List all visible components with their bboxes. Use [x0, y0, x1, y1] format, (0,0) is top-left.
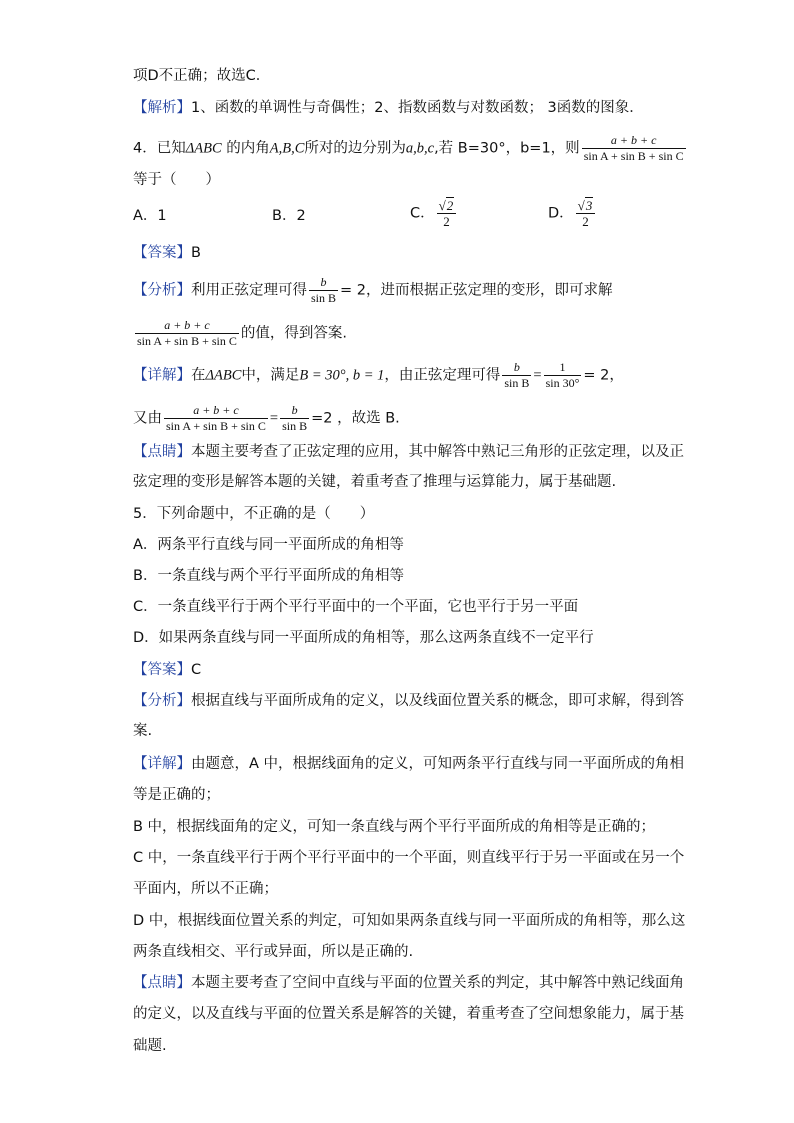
text-line: 案.	[133, 723, 153, 739]
detail-line: 【详解】由题意，A 中，根据线面角的定义，可知两条平行直线与同一平面所成的角相	[133, 756, 685, 772]
text-line: 等是正确的；	[133, 787, 220, 803]
section-tag: 【点睛】	[133, 975, 191, 991]
text-line: B 中，根据线面角的定义，可知一条直线与两个平行平面所成的角相等是正确的；	[133, 819, 656, 835]
text-line: D 中，根据线面位置关系的判定，可知如果两条直线与同一平面所成的角相等，那么这	[133, 913, 686, 929]
analysis-line: 【分析】利用正弦定理可得 $\frac{b}{\text{sin B}}$ = 2，进而根据正弦定理的变形，即可求解	[133, 275, 613, 305]
fraction: $\frac{1}{\sin 30^\circ}$	[545, 360, 580, 390]
text-line: 【解析】1、函数的单调性与奇偶性；2、指数函数与对数函数； 3函数的图象．	[133, 100, 644, 116]
detail-line: 【详解】在ΔABC中，满足B = 30°, b = 1，由正弦定理可得 $\frac{b}{\text{sin B}}$ = $\frac{1}{\sin 30^\circ}$ = 2，	[133, 360, 624, 390]
text-line: 础题.	[133, 1038, 167, 1054]
fraction: $\frac{a + b + c}{\text{sin A + sin B + sin C}}$	[583, 133, 684, 163]
fraction: $\frac{a + b + c}{\text{sin A + sin B + sin C}}$	[166, 403, 266, 433]
analysis-line: 【分析】根据直线与平面所成角的定义，以及线面位置关系的概念，即可求解，得到答	[133, 693, 684, 709]
section-tag: 【解析】	[133, 100, 191, 116]
text-line: 等于（ ）	[133, 172, 220, 188]
answer-line: 【答案】B	[133, 245, 201, 261]
section-tag: 【答案】	[133, 662, 191, 678]
fraction: $\frac{b}{\text{sin B}}$	[311, 275, 337, 305]
option-c: C． $\frac{√2}{2}$	[410, 198, 458, 229]
text-line: C 中，一条直线平行于两个平行平面中的一个平面，则直线平行于另一平面或在另一个	[133, 850, 685, 866]
option-b: B．2	[272, 208, 306, 224]
option-b: B．一条直线与两个平行平面所成的角相等	[133, 568, 404, 584]
fraction: $\frac{b}{\text{sin B}}$	[504, 360, 530, 390]
point-line: 【点睛】本题主要考查了空间中直线与平面的位置关系的判定，其中解答中熟记线面角	[133, 975, 684, 991]
option-d: D．如果两条直线与同一平面所成的角相等，那么这两条直线不一定平行	[133, 630, 594, 646]
section-tag: 【分析】	[133, 693, 191, 709]
text-line: 的定义，以及直线与平面的位置关系是解答的关键，着重考查了空间想象能力，属于基	[133, 1006, 684, 1022]
text-line: 项D不正确；故选C．	[133, 68, 271, 84]
section-tag: 【详解】	[133, 756, 191, 772]
section-tag: 【答案】	[133, 245, 191, 261]
option-a: A．1	[133, 208, 167, 224]
question-4-stem: 4．已知ΔABC 的内角A,B,C所对的边分别为a,b,c,若 B=30°，b=1，则 $\frac{a + b + c}{\text{sin A + sin B + sin C}}$	[133, 133, 684, 163]
text-line: 弦定理的变形是解答本题的关键，着重考查了推理与运算能力，属于基础题.	[133, 474, 617, 490]
answer-line: 【答案】C	[133, 662, 202, 678]
text-line: $\frac{a + b + c}{\text{sin A + sin B + sin C}}$ 的值，得到答案.	[137, 318, 348, 348]
text-line: 又由 $\frac{a + b + c}{\text{sin A + sin B + sin C}}$ = $\frac{b}{\text{sin B}}$ =2 ，故选 B.	[133, 403, 400, 433]
option-a: A．两条平行直线与同一平面所成的角相等	[133, 537, 404, 553]
text-line: 两条直线相交、平行或异面，所以是正确的.	[133, 944, 414, 960]
fraction: $\frac{b}{\text{sin B}}$	[282, 403, 308, 433]
fraction: $\frac{a + b + c}{\text{sin A + sin B + sin C}}$	[137, 318, 237, 348]
question-5-stem: 5．下列命题中，不正确的是（ ）	[133, 506, 375, 522]
section-tag: 【分析】	[133, 282, 191, 299]
section-tag: 【详解】	[133, 367, 191, 384]
option-d: D． $\frac{√3}{2}$	[548, 198, 597, 229]
option-c: C．一条直线平行于两个平行平面中的一个平面，它也平行于另一平面	[133, 599, 579, 615]
point-line: 【点睛】本题主要考查了正弦定理的应用，其中解答中熟记三角形的正弦定理，以及正	[133, 444, 684, 460]
text-line: 平面内，所以不正确；	[133, 881, 278, 897]
section-tag: 【点睛】	[133, 444, 191, 460]
